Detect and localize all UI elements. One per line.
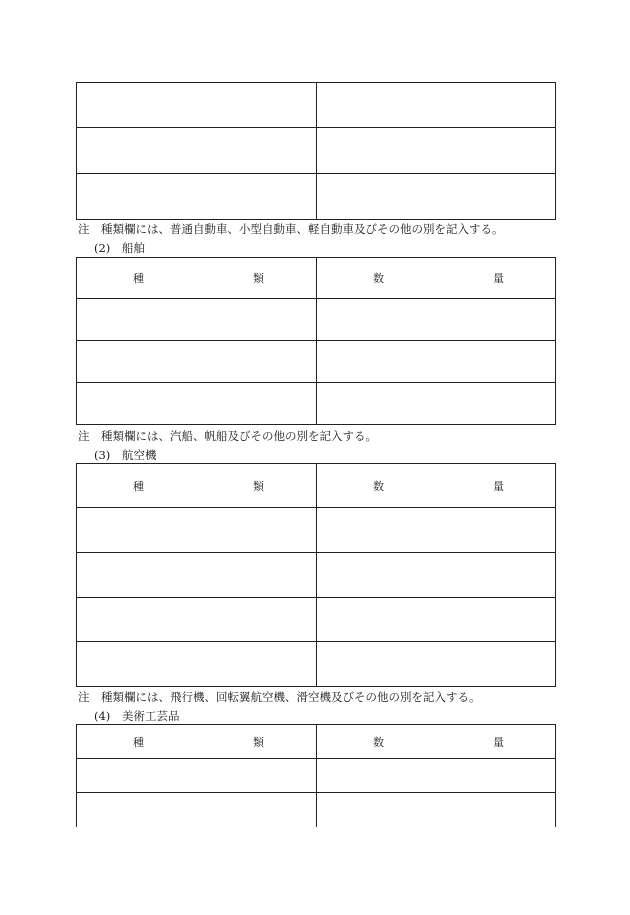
artwork-kind-cell[interactable] xyxy=(77,793,317,827)
aircraft-kind-cell[interactable] xyxy=(77,553,317,598)
ship-qty-cell[interactable] xyxy=(317,383,556,425)
artwork-qty-cell[interactable] xyxy=(317,759,556,793)
aircraft-kind-header-char-2: 類 xyxy=(253,479,264,493)
ships-qty-header-char-1: 数 xyxy=(373,272,384,285)
ship-kind-cell[interactable] xyxy=(77,299,317,341)
artworks-section-title xyxy=(94,708,180,724)
ship-qty-cell[interactable] xyxy=(317,341,556,383)
artworks-kind-header xyxy=(77,725,317,759)
artwork-qty-cell[interactable] xyxy=(317,793,556,827)
aircraft-kind-cell[interactable] xyxy=(77,598,317,642)
artworks-section-label: 美術工芸品 xyxy=(122,709,180,723)
ship-qty-cell[interactable] xyxy=(317,299,556,341)
aircraft-qty-header-char-2: 量 xyxy=(493,479,504,493)
ships-kind-header xyxy=(77,258,317,299)
ships-section-title xyxy=(94,240,145,256)
aircraft-qty-cell[interactable] xyxy=(317,508,556,553)
aircraft-section-label: 航空機 xyxy=(122,448,157,462)
aircraft-note: 注 種類欄には、飛行機、回転翼航空機、滑空機及びその他の別を記入する。 xyxy=(78,690,481,704)
ships-qty-header xyxy=(317,258,556,299)
aircraft-kind-header-char-1: 種 xyxy=(133,479,144,493)
ships-section-label: 船舶 xyxy=(122,241,145,255)
aircraft-qty-header-char-1: 数 xyxy=(373,479,384,493)
artworks-qty-header-char-1: 数 xyxy=(373,735,384,749)
aircraft-qty-cell[interactable] xyxy=(317,553,556,598)
aircraft-kind-header xyxy=(77,464,317,508)
vehicle-qty-cell[interactable] xyxy=(317,83,556,128)
ships-qty-header-char-2: 量 xyxy=(493,272,504,285)
vehicle-qty-cell[interactable] xyxy=(317,174,556,220)
artwork-kind-cell[interactable] xyxy=(77,759,317,793)
ships-note: 注 種類欄には、汽船、帆船及びその他の別を記入する。 xyxy=(78,429,377,443)
vehicles-table xyxy=(76,82,556,220)
vehicle-qty-cell[interactable] xyxy=(317,128,556,174)
artworks-section-number: (4) xyxy=(94,709,111,723)
aircraft-kind-cell[interactable] xyxy=(77,642,317,687)
aircraft-table xyxy=(76,463,556,687)
ships-section-number: (2) xyxy=(94,241,111,255)
vehicle-kind-cell[interactable] xyxy=(77,128,317,174)
ships-table xyxy=(76,257,556,425)
artworks-qty-header-char-2: 量 xyxy=(493,735,504,749)
artworks-qty-header xyxy=(317,725,556,759)
aircraft-section-title xyxy=(94,447,157,463)
aircraft-qty-cell[interactable] xyxy=(317,598,556,642)
aircraft-section-number: (3) xyxy=(94,448,111,462)
artworks-kind-header-char-2: 類 xyxy=(253,735,264,749)
vehicles-note: 注 種類欄には、普通自動車、小型自動車、軽自動車及びその他の別を記入する。 xyxy=(78,222,504,236)
artworks-kind-header-char-1: 種 xyxy=(133,735,144,749)
aircraft-qty-header xyxy=(317,464,556,508)
vehicle-kind-cell[interactable] xyxy=(77,83,317,128)
aircraft-qty-cell[interactable] xyxy=(317,642,556,687)
artworks-table xyxy=(76,724,556,827)
vehicle-kind-cell[interactable] xyxy=(77,174,317,220)
ship-kind-cell[interactable] xyxy=(77,341,317,383)
ships-kind-header-char-2: 類 xyxy=(253,272,264,285)
aircraft-kind-cell[interactable] xyxy=(77,508,317,553)
ships-kind-header-char-1: 種 xyxy=(133,272,144,285)
ship-kind-cell[interactable] xyxy=(77,383,317,425)
